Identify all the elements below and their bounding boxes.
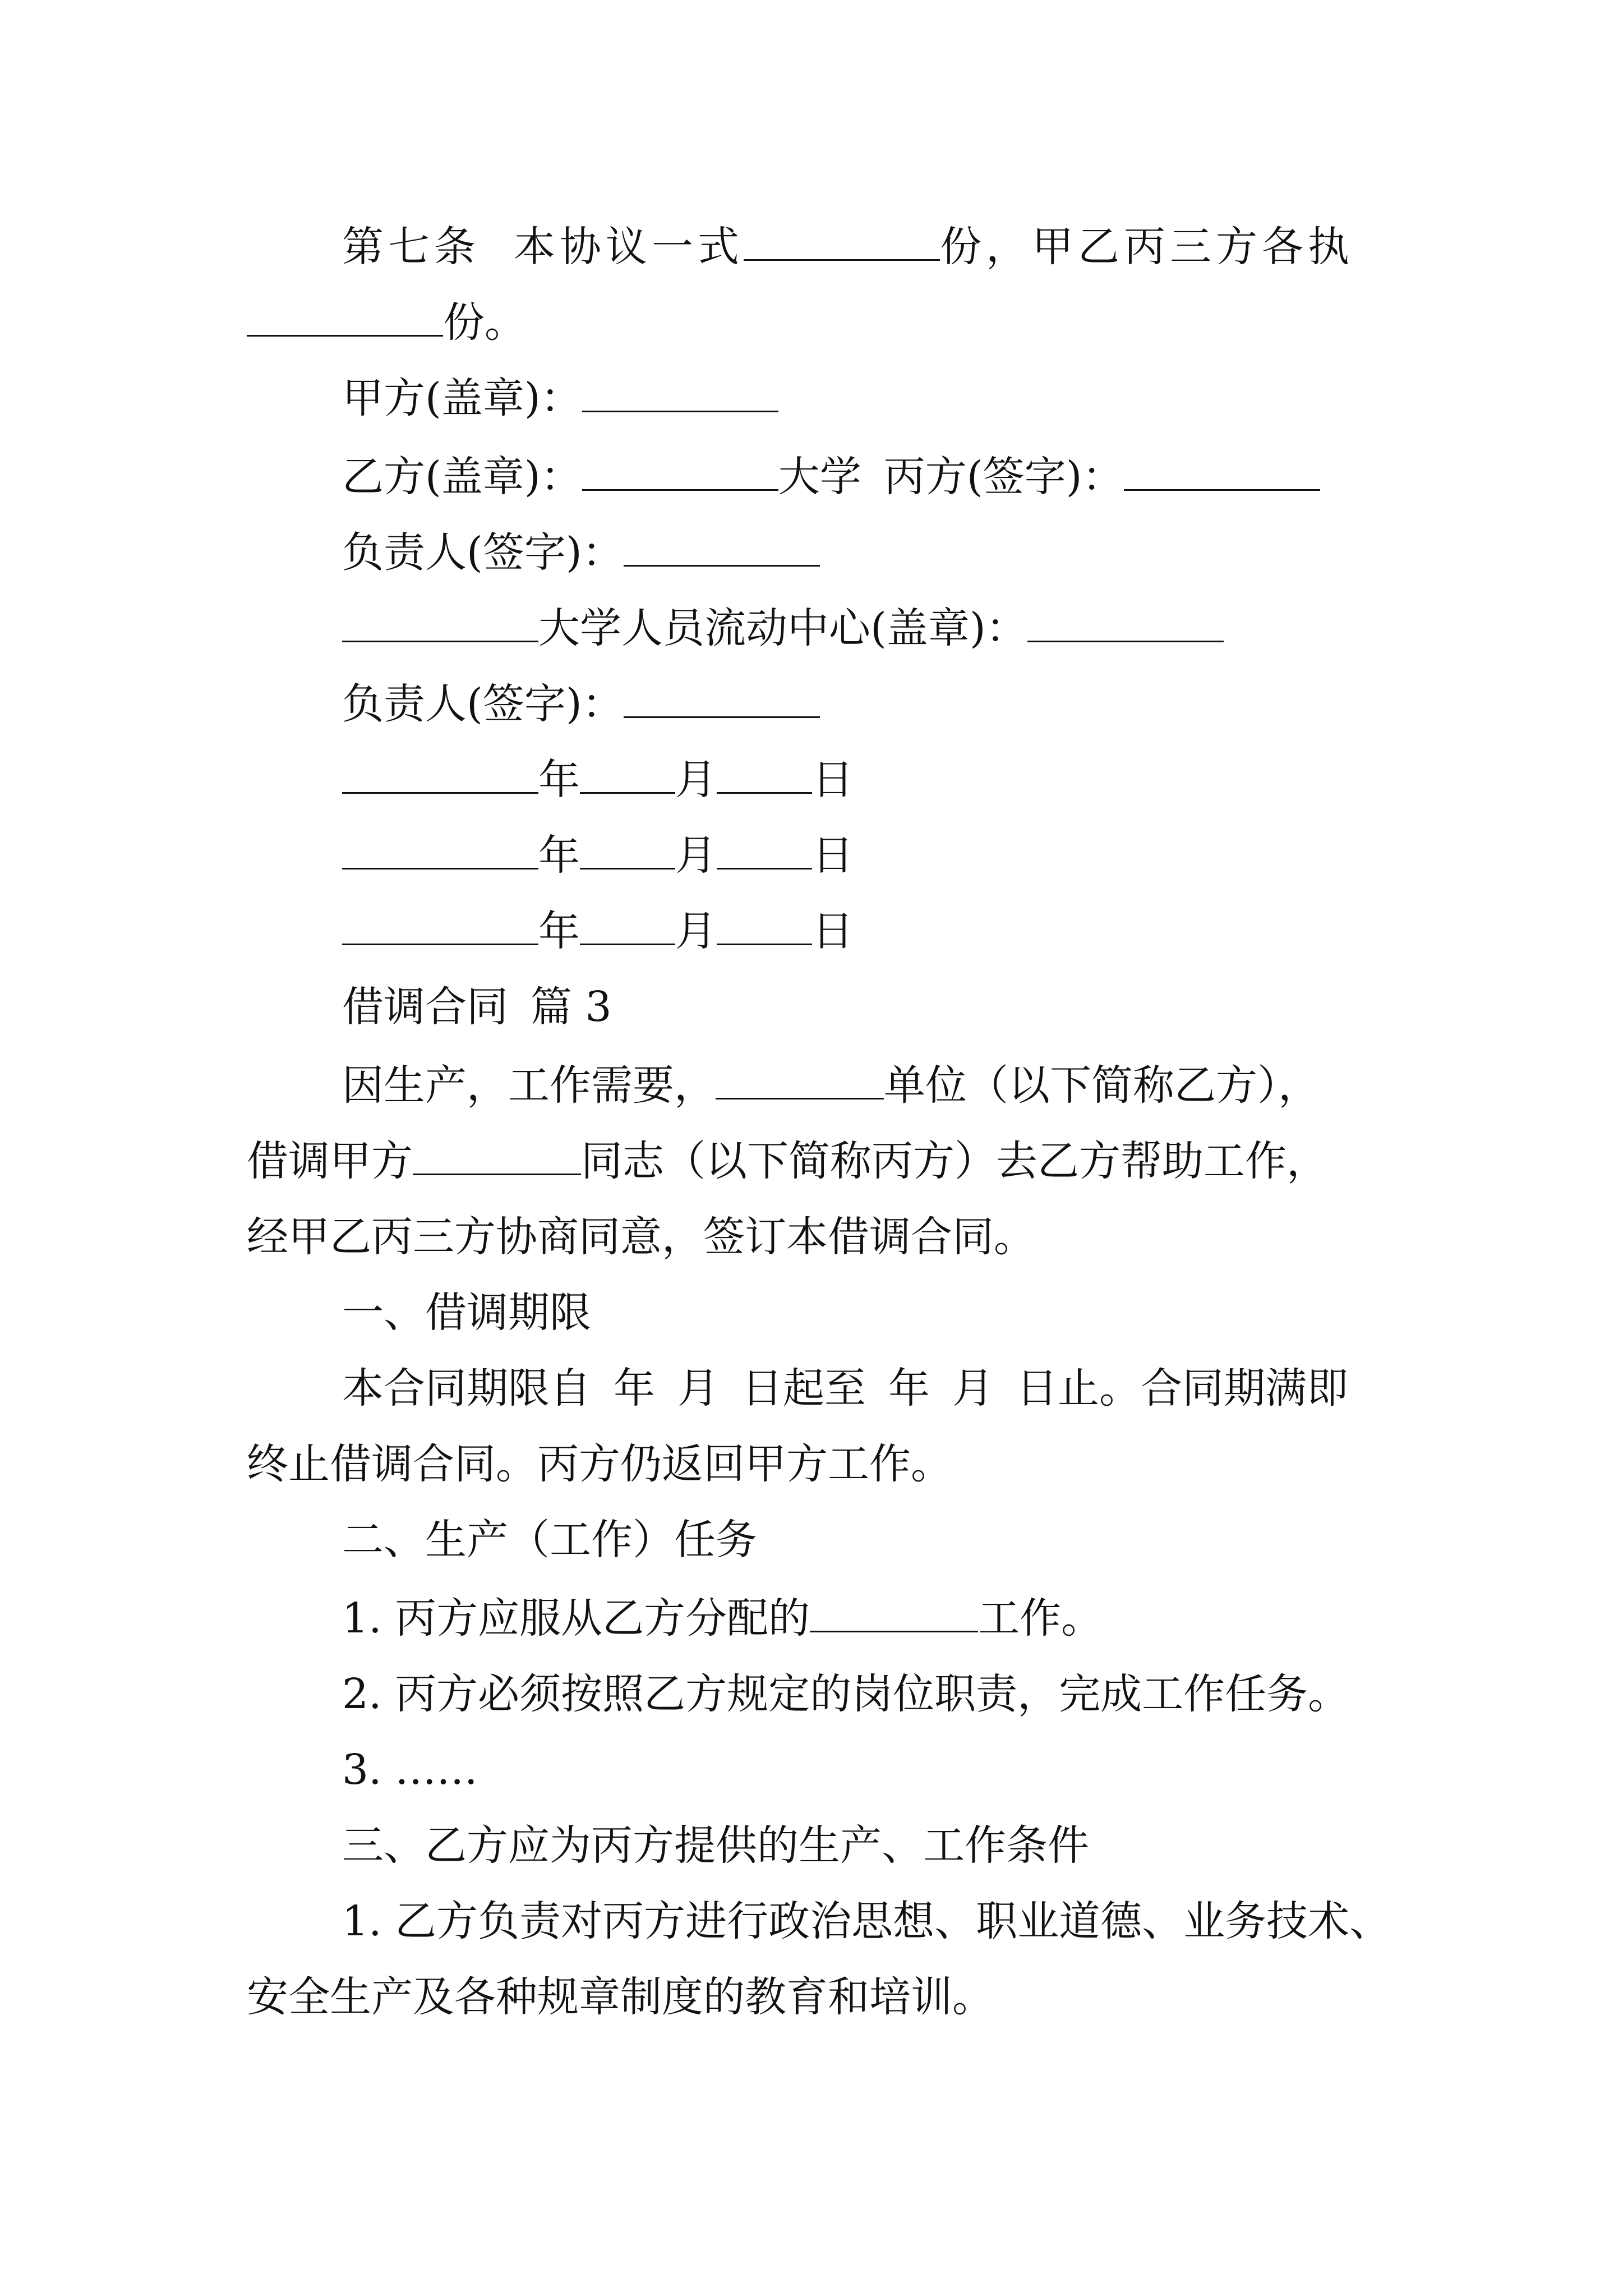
text-span: 年 bbox=[614, 1364, 655, 1412]
paragraph-line bbox=[342, 1057, 1320, 1114]
text-span: 日起至 bbox=[741, 1364, 866, 1412]
text-span: 本合同期限自 bbox=[342, 1364, 591, 1412]
party-a-seal-line bbox=[342, 370, 778, 426]
party-b-seal-line bbox=[342, 449, 1320, 505]
clause-heading bbox=[342, 1818, 1089, 1874]
year-blank bbox=[342, 834, 538, 869]
copies-each-blank bbox=[247, 301, 443, 337]
text-span: 三、乙方应为丙方提供的生产、工作条件 bbox=[342, 1821, 1089, 1870]
party-c-sign-label: 丙方(签字)： bbox=[883, 453, 1124, 501]
copies-text: 本协议一式 bbox=[514, 223, 744, 271]
paragraph-line bbox=[342, 1742, 478, 1798]
text-span: 3. …… bbox=[342, 1746, 478, 1794]
party-a-seal-blank bbox=[582, 377, 778, 412]
text-span: 年 bbox=[888, 1364, 930, 1412]
unit-blank bbox=[716, 1064, 884, 1099]
responsible-sign-label: 负责人(签字)： bbox=[342, 680, 624, 728]
text-span: 月 bbox=[677, 1364, 719, 1412]
text-span: 1. 丙方应服从乙方分配的 bbox=[342, 1594, 810, 1642]
text-span: 单位（以下简称乙方）， bbox=[884, 1061, 1320, 1110]
paragraph-line bbox=[247, 1133, 1328, 1189]
mobility-center-seal-blank bbox=[1027, 607, 1224, 642]
responsible-sign-line-2 bbox=[342, 676, 820, 732]
assigned-work-blank bbox=[810, 1597, 978, 1632]
text-span: 2. 丙方必须按照乙方规定的岗位职责，完成工作任务。 bbox=[342, 1670, 1350, 1718]
responsible-sign-line-1 bbox=[342, 524, 820, 581]
article-number: 第七条 bbox=[342, 223, 480, 271]
party-a-seal-label: 甲方(盖章)： bbox=[342, 374, 582, 422]
responsible-sign-blank bbox=[624, 531, 820, 567]
paragraph-line bbox=[247, 1436, 952, 1492]
text-span: 安全生产及各种规章制度的教育和培训。 bbox=[247, 1973, 994, 2021]
text-span: 一、借调期限 bbox=[342, 1289, 591, 1337]
section-number: 篇 3 bbox=[531, 983, 612, 1031]
copies-suffix: 份。 bbox=[443, 298, 526, 347]
comrade-blank bbox=[413, 1140, 581, 1175]
date-line-1 bbox=[342, 752, 854, 808]
paragraph-line bbox=[342, 1590, 1103, 1646]
text-span: 月 bbox=[952, 1364, 994, 1412]
article-7-line-2 bbox=[247, 295, 526, 351]
copies-blank bbox=[744, 226, 940, 261]
mobility-center-label: 大学人员流动中心(盖章)： bbox=[538, 604, 1027, 652]
responsible-sign-label: 负责人(签字)： bbox=[342, 528, 624, 577]
month-label: 月 bbox=[675, 907, 717, 955]
month-blank bbox=[580, 758, 675, 794]
day-blank bbox=[717, 758, 812, 794]
responsible-sign-blank bbox=[624, 683, 820, 718]
day-label: 日 bbox=[812, 831, 854, 880]
date-line-3 bbox=[342, 903, 854, 959]
year-label: 年 bbox=[538, 831, 580, 880]
year-blank bbox=[342, 910, 538, 945]
contract-title: 借调合同 bbox=[342, 983, 508, 1031]
text-span: 因生产，工作需要， bbox=[342, 1061, 716, 1110]
month-blank bbox=[580, 834, 675, 869]
year-label: 年 bbox=[538, 756, 580, 804]
mobility-center-line bbox=[342, 600, 1224, 656]
text-span: 借调甲方 bbox=[247, 1137, 413, 1185]
clause-heading bbox=[342, 1512, 757, 1568]
paragraph-line bbox=[342, 1893, 1391, 1949]
day-blank bbox=[717, 834, 812, 869]
section-heading bbox=[342, 979, 612, 1035]
paragraph-line bbox=[342, 1666, 1349, 1722]
paragraph-line bbox=[247, 1969, 994, 2025]
day-blank bbox=[717, 910, 812, 945]
text-span: 日止。合同期满即 bbox=[1016, 1364, 1348, 1412]
day-label: 日 bbox=[812, 907, 854, 955]
date-line-2 bbox=[342, 827, 854, 884]
university-blank bbox=[582, 455, 778, 491]
month-label: 月 bbox=[675, 831, 717, 880]
clause-heading bbox=[342, 1285, 591, 1341]
day-label: 日 bbox=[812, 756, 854, 804]
university-name-blank bbox=[342, 607, 538, 642]
text-span: 1. 乙方负责对丙方进行政治思想、职业道德、业务技术、 bbox=[342, 1897, 1391, 1945]
article-7-line bbox=[342, 219, 1354, 275]
month-blank bbox=[580, 910, 675, 945]
party-b-seal-label: 乙方(盖章)： bbox=[342, 453, 582, 501]
text-span: 工作。 bbox=[978, 1594, 1103, 1642]
copies-each-text: 份，甲乙丙三方各执 bbox=[940, 223, 1354, 271]
text-span: 经甲乙丙三方协商同意，签订本借调合同。 bbox=[247, 1213, 1035, 1261]
month-label: 月 bbox=[675, 756, 717, 804]
text-span: 终止借调合同。丙方仍返回甲方工作。 bbox=[247, 1440, 952, 1488]
paragraph-line bbox=[342, 1360, 1348, 1416]
university-label: 大学 bbox=[778, 453, 861, 501]
year-label: 年 bbox=[538, 907, 580, 955]
party-c-sign-blank bbox=[1124, 455, 1320, 491]
text-span: 二、生产（工作）任务 bbox=[342, 1516, 757, 1564]
year-blank bbox=[342, 758, 538, 794]
text-span: 同志（以下简称丙方）去乙方帮助工作， bbox=[581, 1137, 1328, 1185]
paragraph-line bbox=[247, 1209, 1035, 1265]
